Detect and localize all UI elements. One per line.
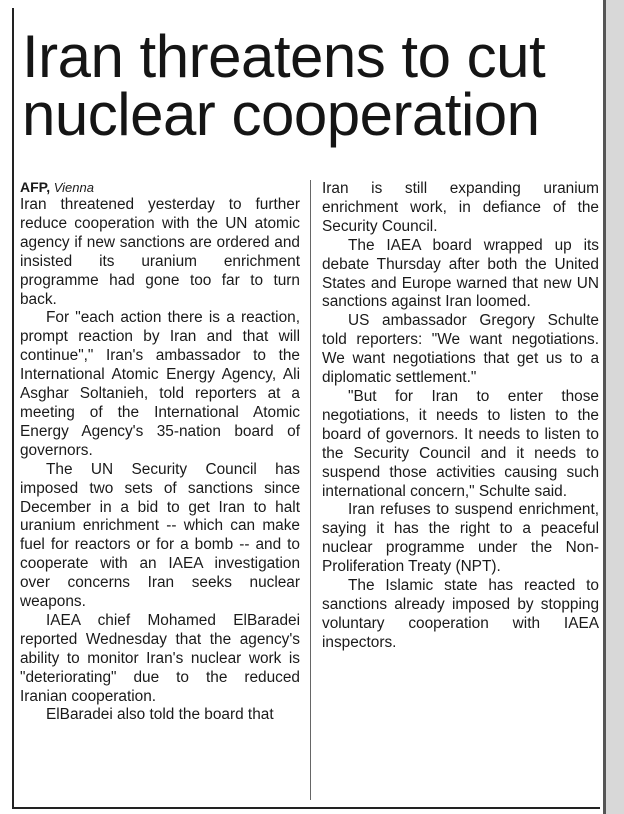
- paragraph: The IAEA board wrapped up its debate Thursday after both the United States and Europe warned that new UN sanctions against Iran loomed.: [322, 236, 599, 311]
- adjacent-page-strip: [606, 0, 624, 814]
- byline-agency: AFP,: [20, 179, 51, 195]
- paragraph: Iran is still expanding uranium enrichment work, in defiance of the Security Council.: [322, 180, 599, 235]
- paragraph: "But for Iran to enter those negotiations, it needs to listen to the board of governors. It needs to listen to the Security Council and it needs to suspend those activities causing such international concern," Schulte said.: [322, 387, 599, 500]
- paragraph: ElBaradei also told the board that: [46, 706, 274, 724]
- right-column: [322, 180, 599, 653]
- headline-line-1: Iran threatens to cut: [22, 23, 546, 90]
- bottom-border-rule: [12, 807, 600, 809]
- paragraph: The UN Security Council has imposed two sets of sanctions since December in a bid to get Iran to halt uranium enrichment -- which can make fuel for reactors or for a bomb -- and to cooperate with an IAEA investigation over concerns Iran seeks nuclear weapons.: [20, 460, 300, 611]
- paragraph: IAEA chief Mohamed ElBaradei reported Wednesday that the agency's ability to monitor Iran's nuclear work is "deteriorating" due to the reduced Iranian cooperation.: [20, 611, 300, 705]
- headline: [22, 23, 602, 148]
- paragraph: US ambassador Gregory Schulte told reporters: "We want negotiations. We want negotiations that get us to a diplomatic settlement.": [322, 312, 599, 387]
- column-divider: [310, 180, 311, 800]
- left-border-rule: [12, 8, 14, 808]
- byline-city: Vienna: [53, 180, 94, 195]
- paragraph: Iran refuses to suspend enrichment, saying it has the right to a peaceful nuclear programme under the Non-Proliferation Treaty (NPT).: [322, 501, 599, 576]
- byline: [20, 179, 300, 196]
- headline-line-2: nuclear cooperation: [22, 81, 540, 148]
- paragraph: Iran threatened yesterday to further reduce cooperation with the UN atomic agency if new sanctions are ordered and insisted its uranium enrichment programme had gone too far to turn back.: [20, 196, 300, 308]
- left-column: [20, 179, 300, 725]
- paragraph: For "each action there is a reaction, prompt reaction by Iran and that will continue"," Iran's ambassador to the International Atomic Energy Agency, Ali Asghar Soltanieh, told reporters at a meeting of the International Atomic Energy Agency's 35-nation board of governors.: [20, 309, 300, 459]
- paragraph: The Islamic state has reacted to sanctions already imposed by stopping voluntary cooperation with IAEA inspectors.: [322, 577, 599, 651]
